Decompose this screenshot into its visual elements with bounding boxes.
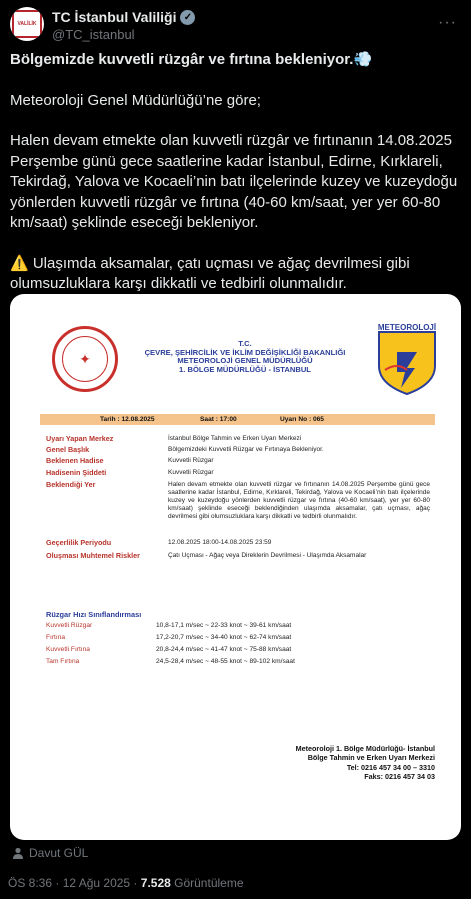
more-options-icon[interactable]: ··· bbox=[438, 14, 457, 31]
speed-value: 24,5-28,4 m/sec ~ 48-55 knot ~ 89-102 km/saat bbox=[156, 658, 295, 665]
row-value: Kuvvetli Rüzgar bbox=[168, 457, 214, 464]
speed-value: 20,8-24,4 m/sec ~ 41-47 knot ~ 75-88 km/saat bbox=[156, 646, 292, 653]
row-value: İstanbul Bölge Tahmin ve Erken Uyarı Merkezi bbox=[168, 435, 302, 442]
row-value: Halen devam etmekte olan kuvvetli rüzgar ve fırtınanın 14.08.2025 Perşembe günü gece saatlerine kadar İstanbul, Edirne, Kırklareli, Tekirdağ, Yalova ve Kocaeli’nin batı ilçelerinde kuzey ve kuzeydoğu yönlerden kuvvetli rüzgar ve fırtına (40-60 km/saat), yer yer 60-80 km/saat) şeklinde eseceği beklendiğinden ulaşımda aksamalar, çatı uçması, ağaç devrilmesi gibi olumsuzluklara karşı dikkatli ve tedbirli olunmalıdır. bbox=[168, 481, 430, 520]
row-value: Kuvvetli Rüzgar bbox=[168, 469, 214, 476]
row-label: Beklendiği Yer bbox=[46, 480, 96, 489]
ministry-seal-icon: ✦ bbox=[52, 326, 118, 392]
document-row bbox=[46, 457, 436, 465]
avatar[interactable] bbox=[10, 7, 44, 41]
ministry-line: 1. BÖLGE MÜDÜRLÜĞÜ - İSTANBUL bbox=[179, 364, 311, 374]
tweet-body: Halen devam etmekte olan kuvvetli rüzgâr ve fırtınanın 14.08.2025 Perşembe günü gece saatlerine kadar İstanbul, Edirne, Kırklareli, Tekirdağ, Yalova ve Kocaeli’nin batı ilçelerinde kuzey ve kuzeydoğu yönlerden kuvvetli rüzgâr ve fırtına (40-60 km/saat, yer yer 60-80 km/saat) şeklinde eseceği bekleniyor. bbox=[10, 132, 458, 231]
row-value: Çatı Uçması - Ağaç veya Direklerin Devrilmesi - Ulaşımda Aksamalar bbox=[168, 552, 367, 559]
document-row bbox=[46, 481, 436, 521]
footer-line: Faks: 0216 457 34 03 bbox=[364, 772, 435, 782]
views-label: Görüntüleme bbox=[170, 876, 244, 890]
logo-text: METEOROLOJİ bbox=[377, 323, 437, 332]
document-row bbox=[46, 539, 436, 547]
ministry-line: METEOROLOJİ GENEL MÜDÜRLÜĞÜ bbox=[177, 356, 313, 366]
speed-value: 17,2-20,7 m/sec ~ 34-40 knot ~ 62-74 km/saat bbox=[156, 634, 292, 641]
speed-name: Kuvvetli Rüzgar bbox=[46, 622, 93, 629]
document-footer bbox=[296, 744, 435, 782]
tweet-title: Bölgemizde kuvvetli rüzgâr ve fırtına bekleniyor.💨 bbox=[10, 51, 373, 68]
row-value: 12.08.2025 18:00-14.08.2025 23:59 bbox=[168, 539, 272, 546]
tweet-header bbox=[8, 6, 463, 42]
tagged-author[interactable] bbox=[12, 846, 88, 860]
footer-line: Meteoroloji 1. Bölge Müdürlüğü- İstanbul bbox=[295, 744, 435, 753]
speed-name: Kuvvetli Fırtına bbox=[46, 646, 90, 653]
document-row bbox=[46, 435, 436, 443]
document-number: Uyarı No : 065 bbox=[280, 416, 324, 423]
row-label: Beklenen Hadise bbox=[46, 456, 104, 465]
view-count: 7.528 bbox=[140, 876, 171, 890]
footer-line: Bölge Tahmin ve Erken Uyarı Merkezi bbox=[307, 753, 435, 763]
speed-name: Tam Fırtına bbox=[46, 658, 80, 665]
row-label: Genel Başlık bbox=[46, 445, 90, 454]
row-value: Bölgemizdeki Kuvvetli Rüzgar ve Fırtınaya Bekleniyor. bbox=[168, 446, 324, 453]
valilik-logo-icon bbox=[12, 10, 42, 38]
meteoroloji-logo-icon bbox=[377, 322, 437, 396]
document-row bbox=[46, 446, 436, 454]
ministry-header bbox=[120, 340, 370, 374]
row-label: Geçerlilik Periyodu bbox=[46, 538, 112, 547]
document-row bbox=[46, 552, 436, 560]
document-meta-bar bbox=[40, 414, 435, 425]
document-row bbox=[46, 469, 436, 477]
document-time: Saat : 17:00 bbox=[200, 416, 237, 423]
warning-document bbox=[10, 294, 461, 840]
avatar-text: VALİLİK bbox=[17, 21, 37, 27]
tweet-source-line: Meteoroloji Genel Müdürlüğü’ne göre; bbox=[10, 91, 261, 109]
row-label: Uyarı Yapan Merkez bbox=[46, 434, 114, 443]
tweet-meta bbox=[8, 876, 244, 890]
speed-name: Fırtına bbox=[46, 634, 66, 641]
speed-classification-title: Rüzgar Hızı Sınıflandırması bbox=[46, 610, 142, 619]
account-name[interactable]: TC İstanbul Valiliği bbox=[52, 9, 177, 25]
tweet-timestamp[interactable]: ÖS 8:36 · 12 Ağu 2025 · bbox=[8, 876, 141, 890]
attached-image[interactable] bbox=[10, 294, 461, 840]
account-name-row[interactable] bbox=[52, 9, 195, 25]
ministry-line: T.C. bbox=[238, 339, 252, 348]
footer-line: Tel: 0216 457 34 00 – 3310 bbox=[346, 762, 435, 772]
tweet-text bbox=[10, 50, 462, 295]
document-date: Tarih : 12.08.2025 bbox=[100, 416, 155, 423]
row-label: Oluşması Muhtemel Riskler bbox=[46, 551, 140, 560]
verified-badge-icon: ✓ bbox=[180, 10, 195, 25]
ministry-line: ÇEVRE, ŞEHİRCİLİK VE İKLİM DEĞİŞİKLİĞİ BAKANLIĞI bbox=[144, 347, 346, 357]
account-handle[interactable]: @TC_istanbul bbox=[52, 27, 135, 42]
speed-value: 10,8-17,1 m/sec ~ 22-33 knot ~ 39-61 km/saat bbox=[156, 622, 292, 629]
row-label: Hadisenin Şiddeti bbox=[46, 468, 107, 477]
tweet-warning: ⚠️ Ulaşımda aksamalar, çatı uçması ve ağaç devrilmesi gibi olumsuzluklara karşı dikkatli ve tedbirli olunmalıdır. bbox=[10, 254, 410, 292]
person-icon bbox=[12, 847, 24, 859]
author-name[interactable]: Davut GÜL bbox=[29, 846, 89, 860]
